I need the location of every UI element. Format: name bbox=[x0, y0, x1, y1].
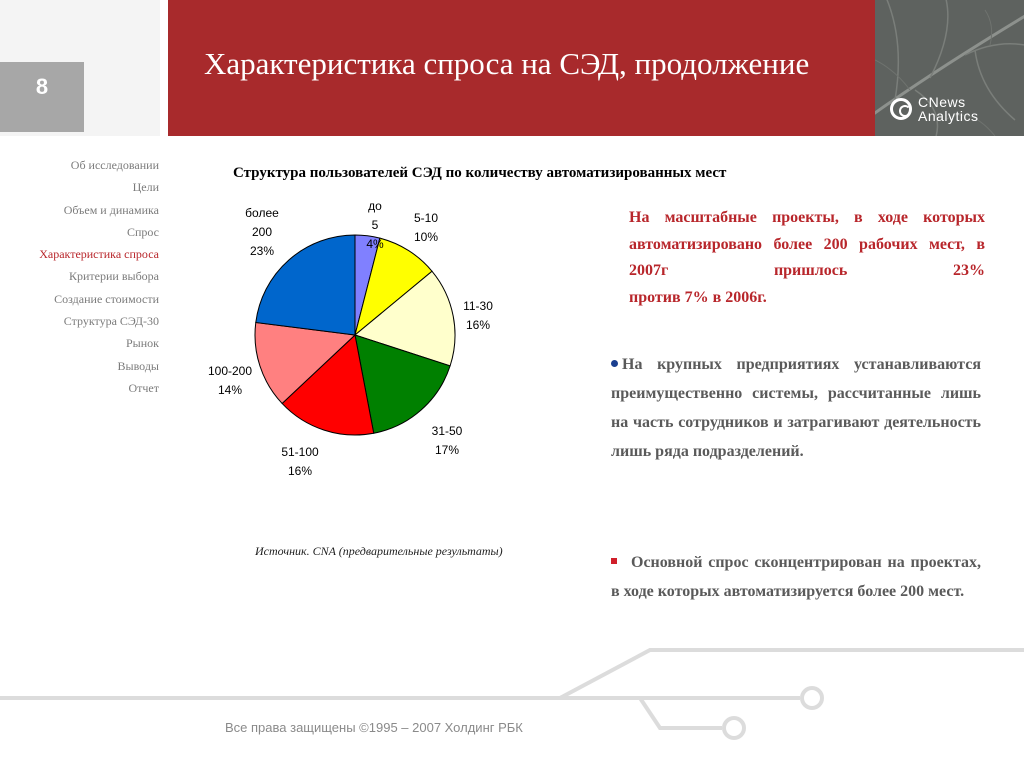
pie-slice-label: до 5 4% bbox=[366, 199, 384, 251]
nav-item-volume[interactable]: Объем и динамика bbox=[63, 202, 159, 217]
highlight-text-main: На масштабные проекты, в ходе которых автоматизировано более 200 рабочих мест, в 2007г пришлось 23% bbox=[629, 209, 985, 279]
nav-item-goals[interactable]: Цели bbox=[132, 180, 159, 195]
bullet-text: На крупных предприятиях устанавливаются преимущественно системы, рассчитанные лишь на часть сотрудников и затрагивают деятельность лишь ряда подразделений. bbox=[611, 356, 981, 460]
bullet-text: Основной спрос сконцентрирован на проектах, в ходе которых автоматизируется более 200 мест. bbox=[611, 554, 981, 600]
chart-title: Структура пользователей СЭД по количеству автоматизированных мест bbox=[233, 165, 727, 181]
pie-slice-label: 31-50 17% bbox=[431, 424, 463, 457]
pie-slice-label: более 200 23% bbox=[245, 206, 279, 258]
title-band bbox=[168, 0, 875, 136]
cnews-logo-icon bbox=[890, 98, 912, 120]
highlight-text-last: против 7% в 2006г. bbox=[629, 288, 767, 306]
nav-item-demand[interactable]: Спрос bbox=[126, 224, 159, 239]
bullet-point bbox=[611, 548, 981, 606]
pie-slice-label: 11-30 16% bbox=[463, 299, 493, 332]
sidebar-nav bbox=[0, 154, 159, 399]
nav-item-about[interactable]: Об исследовании bbox=[70, 158, 159, 172]
bullet-square-icon bbox=[611, 558, 617, 564]
nav-item-report[interactable]: Отчет bbox=[128, 380, 159, 395]
bullet-dot-icon bbox=[611, 360, 618, 367]
nav-item-conclusions[interactable]: Выводы bbox=[117, 358, 159, 373]
page-number: 8 bbox=[35, 74, 49, 99]
nav-item-market[interactable]: Рынок bbox=[126, 336, 159, 351]
header-band bbox=[0, 0, 1024, 136]
nav-item-selection-criteria[interactable]: Критерии выбора bbox=[69, 269, 159, 284]
pie-slice-label: 5-10 10% bbox=[413, 211, 439, 244]
chart-source: Источник. CNA (предварительные результаты) bbox=[255, 544, 503, 558]
logo-text-line1: CNews bbox=[918, 94, 966, 110]
nav-item-demand-characteristics[interactable]: Характеристика спроса bbox=[39, 247, 159, 262]
cnews-analytics-logo bbox=[890, 96, 1010, 128]
footer-copyright: Все права защищены ©1995 – 2007 Холдинг РБК bbox=[225, 720, 523, 735]
bullet-point bbox=[611, 350, 981, 466]
nav-item-value-creation[interactable]: Создание стоимости bbox=[54, 291, 159, 306]
highlight-text bbox=[629, 205, 985, 311]
nav-item-structure[interactable]: Структура СЭД-30 bbox=[63, 314, 159, 329]
page-number-box bbox=[0, 62, 84, 132]
logo-text-line2: Analytics bbox=[918, 108, 979, 124]
page-title: Характеристика спроса на СЭД, продолжение bbox=[204, 46, 810, 81]
pie-chart bbox=[180, 190, 540, 490]
pie-slice-label: 100-200 14% bbox=[207, 364, 253, 397]
pie-slice-label: 51-100 16% bbox=[281, 445, 319, 478]
